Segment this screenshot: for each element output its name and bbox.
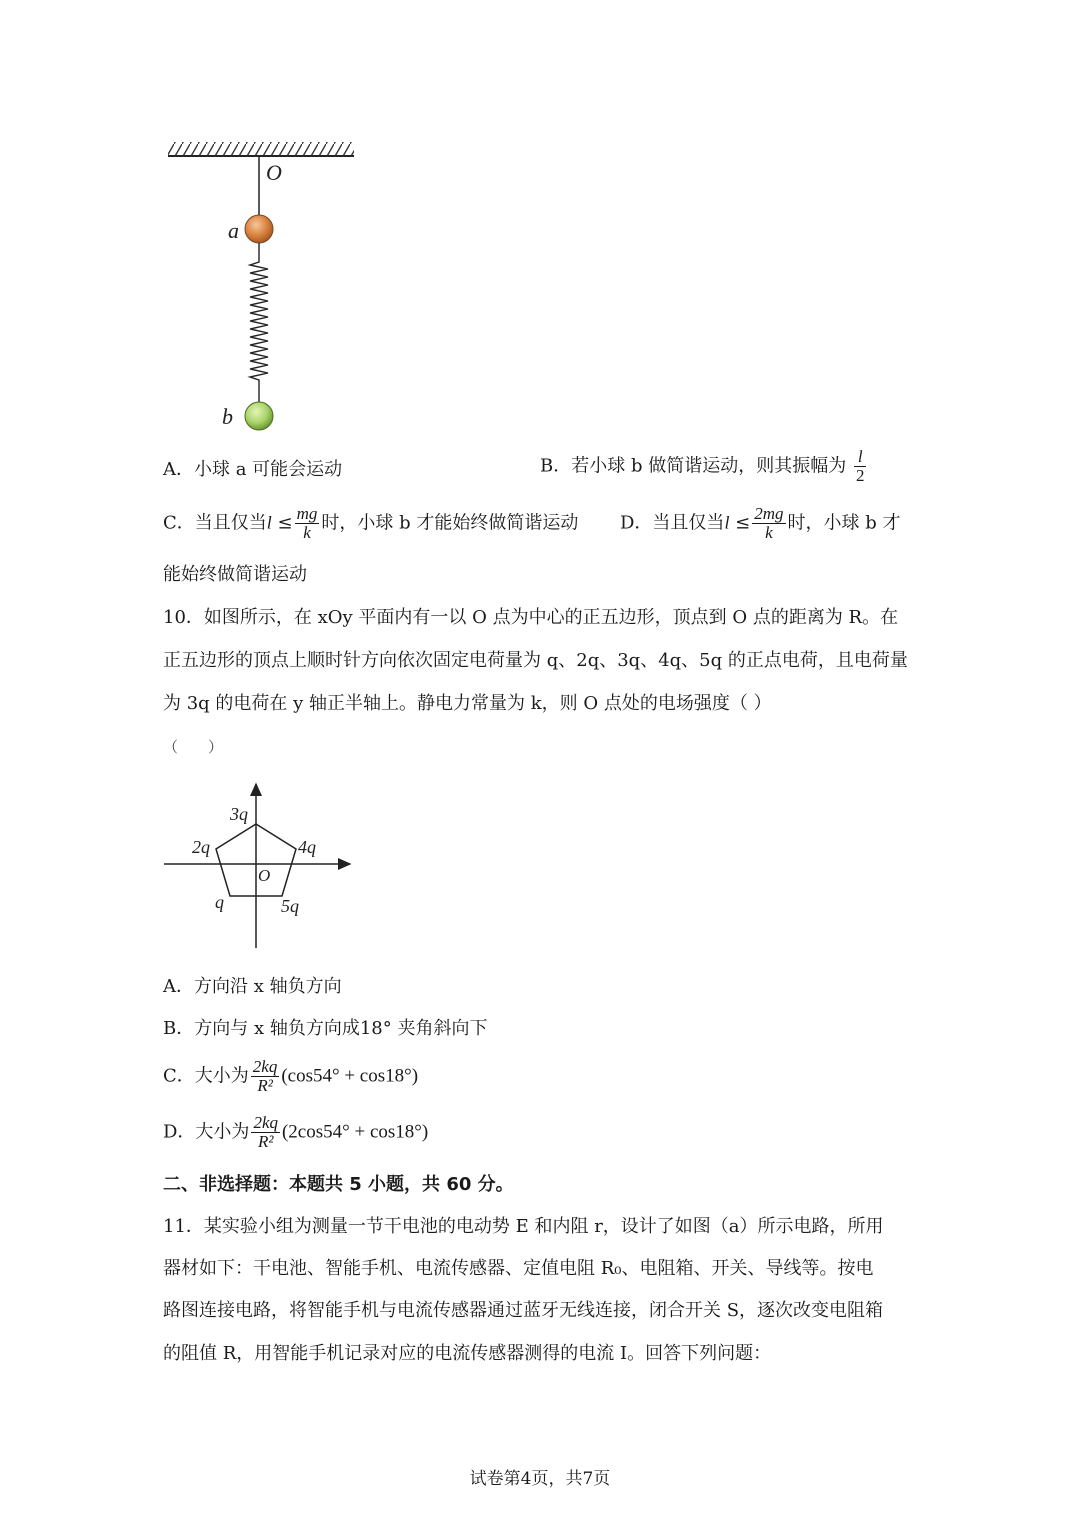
- pentagon-figure: [160, 778, 360, 953]
- fraction: $\frac{l}{2}$: [855, 447, 865, 485]
- label-5q: 5q: [281, 896, 299, 916]
- label-b: b: [222, 404, 233, 429]
- label-2q: 2q: [192, 837, 210, 857]
- q9-option-d[interactable]: D．当且仅当l ≤ $\frac{2mg}{k}$ 时，小球 b 才: [620, 504, 901, 542]
- q11-stem-line-2: 器材如下：干电池、智能手机、电流传感器、定值电阻 R₀、电阻箱、开关、导线等。按电: [163, 1258, 874, 1279]
- q10-option-b[interactable]: B．方向与 x 轴负方向成18° 夹角斜向下: [163, 1018, 488, 1039]
- q10-stem-line-3: 为 3q 的电荷在 y 轴正半轴上。静电力常量为 k，则 O 点处的电场强度（ ）: [163, 693, 772, 714]
- q9-option-c[interactable]: C．当且仅当l ≤ $\frac{mg}{k}$ 时，小球 b 才能始终做简谐运动: [163, 504, 579, 542]
- q10-stem-line-4: （ ）: [163, 738, 224, 756]
- spring-figure: [150, 130, 370, 440]
- section-heading: 二、非选择题：本题共 5 小题，共 60 分。: [163, 1174, 514, 1195]
- label-q: q: [215, 892, 224, 912]
- label-3q: 3q: [230, 804, 248, 824]
- spring: [250, 243, 268, 402]
- q9-option-d-continued: 能始终做简谐运动: [163, 564, 307, 585]
- q11-stem-line-4: 的阻值 R，用智能手机记录对应的电流传感器测得的电流 I。回答下列问题：: [163, 1343, 772, 1364]
- q10-stem-line-1: 10．如图所示，在 xOy 平面内有一以 O 点为中心的正五边形，顶点到 O 点的距离为 R。在: [163, 607, 899, 628]
- ball-b: [245, 402, 273, 430]
- q10-stem-line-2: 正五边形的顶点上顺时针方向依次固定电荷量为 q、2q、3q、4q、5q 的正点电荷，且电荷量: [163, 650, 908, 671]
- label-O: O: [258, 866, 271, 885]
- page-footer: 试卷第4页，共7页: [469, 1469, 611, 1489]
- ceiling-hatch: [168, 142, 354, 156]
- q9-option-a[interactable]: A．小球 a 可能会运动: [163, 459, 343, 480]
- fraction: $\frac{2mg}{k}$: [754, 504, 784, 542]
- label-O: O: [266, 160, 282, 185]
- fraction: $\frac{mg}{k}$: [296, 504, 318, 542]
- fraction: $\frac{2kq}{\text{R²}}$: [252, 1057, 278, 1095]
- q9-option-b[interactable]: B．若小球 b 做简谐运动，则其振幅为 $\frac{l}{2}$: [540, 447, 865, 485]
- ball-a: [245, 215, 273, 243]
- q10-option-a[interactable]: A．方向沿 x 轴负方向: [163, 976, 342, 997]
- q11-stem-line-3: 路图连接电路，将智能手机与电流传感器通过蓝牙无线连接，闭合开关 S，逐次改变电阻箱: [163, 1300, 884, 1321]
- label-4q: 4q: [298, 837, 316, 857]
- q10-option-c[interactable]: C．大小为 $\frac{2kq}{\text{R²}}$ (cos54° + cos18°): [163, 1057, 419, 1095]
- fraction: $\frac{2kq}{\text{R²}}$: [253, 1113, 278, 1151]
- label-a: a: [228, 218, 239, 243]
- q10-option-d[interactable]: D．大小为 $\frac{2kq}{\text{R²}}$ (2cos54° + cos18°): [163, 1113, 429, 1151]
- q11-stem-line-1: 11．某实验小组为测量一节干电池的电动势 E 和内阻 r，设计了如图（a）所示电路，所用: [163, 1216, 884, 1237]
